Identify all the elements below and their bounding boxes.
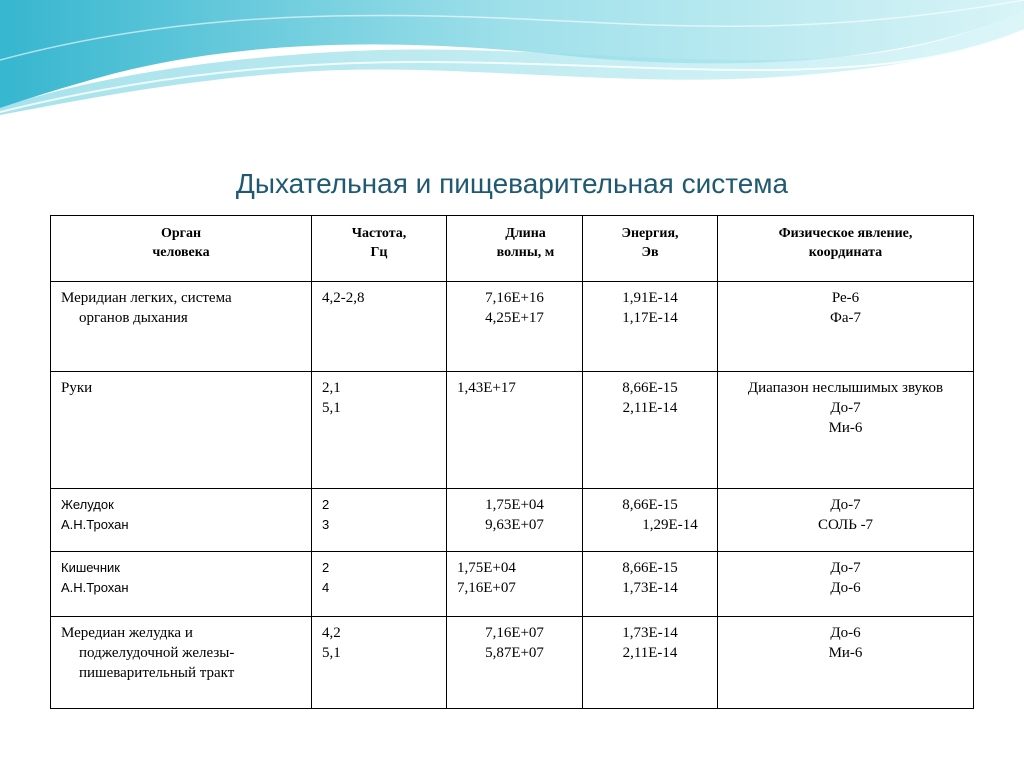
cell-frequency: 4,2 5,1 <box>312 617 447 709</box>
cell-energy: 8,66E-15 1,29E-14 <box>583 489 718 552</box>
cell-wavelength: 1,43E+17 <box>447 372 583 489</box>
cell-organ: Руки <box>51 372 312 489</box>
table-row <box>51 282 974 372</box>
table-header-row <box>51 216 974 282</box>
cell-energy: 8,66E-15 2,11E-14 <box>583 372 718 489</box>
header-phenomenon: Физическое явление, координата <box>718 216 974 282</box>
cell-phenomenon: Ре-6 Фа-7 <box>718 282 974 372</box>
cell-energy: 1,73E-14 2,11E-14 <box>583 617 718 709</box>
cell-wavelength: 7,16E+07 5,87E+07 <box>447 617 583 709</box>
slide-title: Дыхательная и пищеварительная система <box>235 168 789 199</box>
cell-energy: 1,91E-14 1,17E-14 <box>583 282 718 372</box>
table-row <box>51 489 974 552</box>
header-wave-decoration <box>0 0 1024 120</box>
cell-wavelength: 7,16E+16 4,25E+17 <box>447 282 583 372</box>
header-frequency: Частота, Гц <box>312 216 447 282</box>
cell-frequency: 2,1 5,1 <box>312 372 447 489</box>
data-table <box>50 215 974 709</box>
cell-organ: Мередиан желудка и поджелудочной железы- пишеварительный тракт <box>51 617 312 709</box>
cell-wavelength: 1,75E+04 7,16E+07 <box>447 552 583 617</box>
cell-frequency: 2 3 <box>312 489 447 552</box>
cell-wavelength: 1,75E+04 9,63E+07 <box>447 489 583 552</box>
cell-phenomenon: Диапазон неслышимых звуков До-7 Ми-6 <box>718 372 974 489</box>
cell-organ: Меридиан легких, система органов дыхания <box>51 282 312 372</box>
cell-phenomenon: До-6 Ми-6 <box>718 617 974 709</box>
table-row <box>51 617 974 709</box>
cell-organ: Кишечник А.Н.Трохан <box>51 552 312 617</box>
header-wavelength: Длина волны, м <box>447 216 583 282</box>
table-row <box>51 372 974 489</box>
cell-phenomenon: До-7 СОЛЬ -7 <box>718 489 974 552</box>
table-row <box>51 552 974 617</box>
cell-energy: 8,66E-15 1,73E-14 <box>583 552 718 617</box>
cell-frequency: 2 4 <box>312 552 447 617</box>
header-organ: Орган человека <box>51 216 312 282</box>
cell-phenomenon: До-7 До-6 <box>718 552 974 617</box>
cell-frequency: 4,2-2,8 <box>312 282 447 372</box>
header-energy: Энергия, Эв <box>583 216 718 282</box>
cell-organ: Желудок А.Н.Трохан <box>51 489 312 552</box>
